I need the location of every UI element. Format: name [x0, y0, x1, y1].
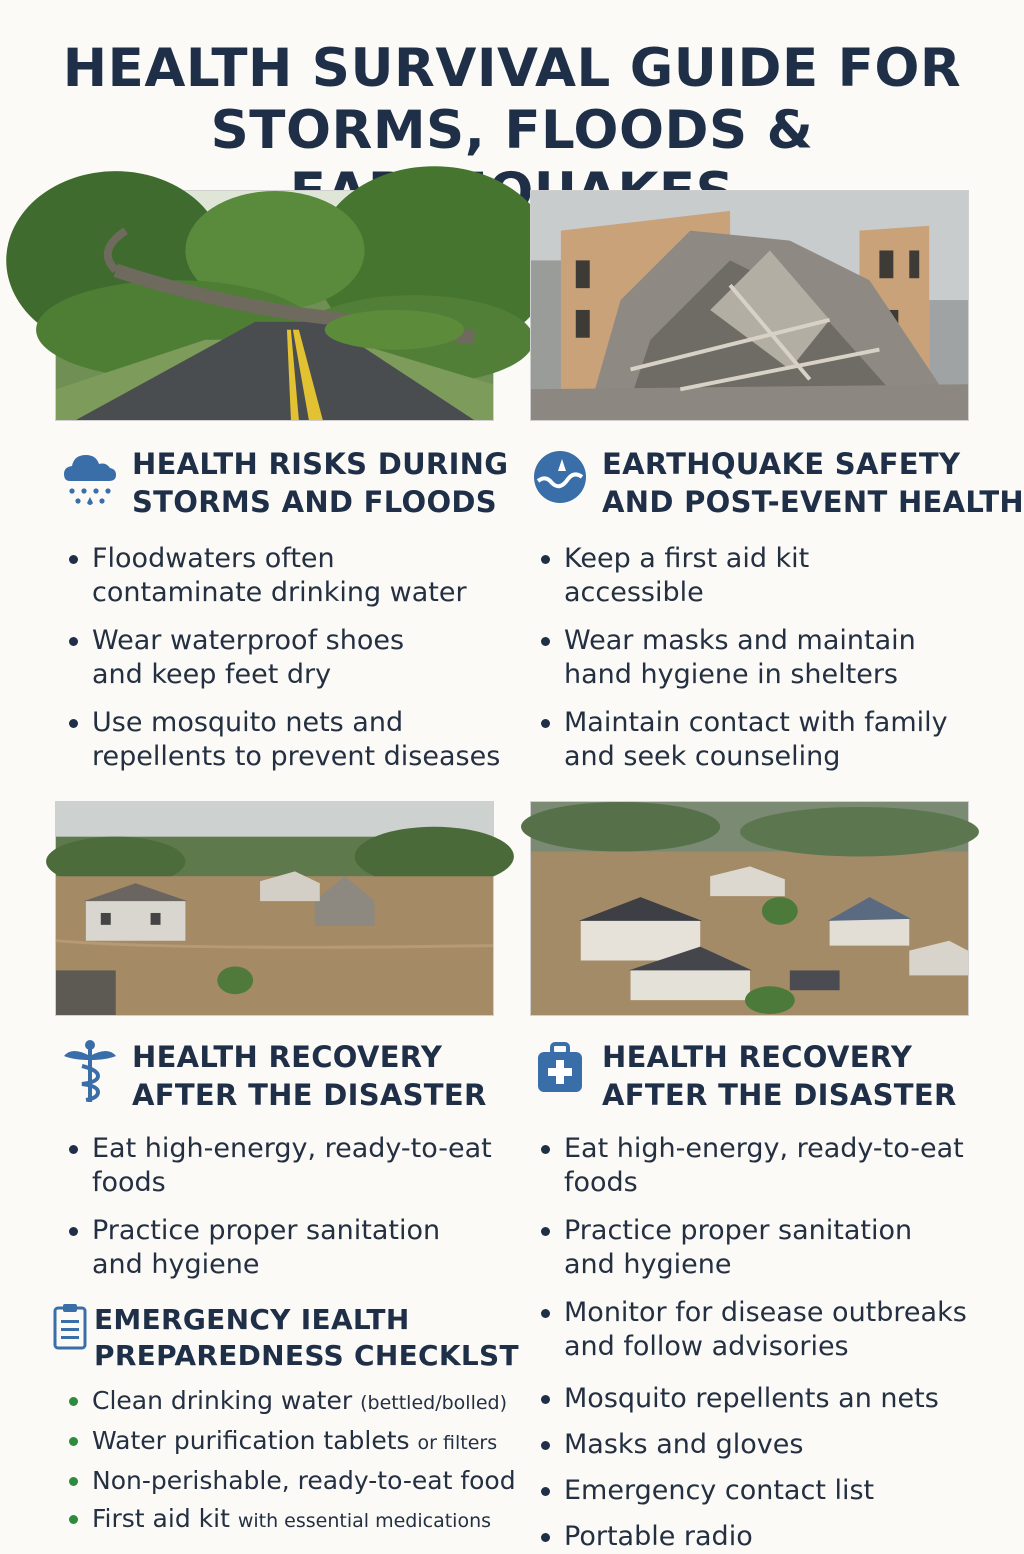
- collapsed-building-photo: [530, 190, 969, 421]
- earthquake-wave-icon: [532, 445, 588, 517]
- list-item: Eat high-energy, ready-to-eat foods: [62, 1132, 492, 1200]
- title-line-2: STORMS, FLOODS &: [210, 100, 814, 161]
- flooded-town-photo: [55, 801, 494, 1016]
- list-item: Masks and gloves: [534, 1428, 939, 1462]
- list-item: Non-perishable, ready-to-eat food: [62, 1465, 516, 1497]
- recovery-right-bullet-list: [534, 1132, 967, 1378]
- medical-kit-icon: [532, 1038, 588, 1110]
- list-item: Emergency contact list: [534, 1474, 939, 1508]
- earthquake-section-header: [532, 445, 1024, 521]
- list-item: Maintain contact with family and seek counseling: [534, 706, 948, 774]
- recovery-right-section-title: HEALTH RECOVERY AFTER THE DISASTER: [602, 1040, 957, 1112]
- list-item: First aid kit with essential medications: [62, 1503, 516, 1537]
- title-line-1: HEALTH SURVIVAL GUIDE FOR: [62, 38, 962, 99]
- earthquake-section-title: EARTHQUAKE SAFETY AND POST-EVENT HEALTH: [602, 447, 1024, 519]
- list-item: Practice proper sanitation and hygiene: [62, 1214, 492, 1282]
- checklist-section-header: [52, 1302, 519, 1374]
- list-item: Wear waterproof shoes and keep feet dry: [62, 624, 500, 692]
- list-item: Floodwaters often contaminate drinking water: [62, 542, 500, 610]
- storms-section-header: [62, 445, 508, 521]
- storms-section-title: HEALTH RISKS DURING STORMS AND FLOODS: [132, 447, 509, 519]
- checklist-section-title: EMERGENCY IEALTH PREPAREDNESS CHECKLST: [94, 1303, 519, 1372]
- clipboard-icon: [52, 1302, 88, 1374]
- list-item: Use mosquito nets and repellents to prevent diseases: [62, 706, 500, 774]
- caduceus-icon: [62, 1038, 118, 1110]
- fallen-tree-photo: [55, 190, 494, 421]
- list-item: Mosquito repellents an nets: [534, 1382, 939, 1416]
- list-item: Water purification tablets or filters: [62, 1425, 516, 1459]
- aerial-flood-photo: [530, 801, 969, 1016]
- list-item: Wear masks and maintain hand hygiene in shelters: [534, 624, 948, 692]
- recovery-left-section-header: [62, 1038, 487, 1114]
- list-item: Practice proper sanitation and hygiene: [534, 1214, 967, 1282]
- list-item: Clean drinking water (bettled/bolled): [62, 1385, 516, 1419]
- earthquake-bullet-list: [534, 542, 948, 788]
- list-item: Keep a first aid kit accessible: [534, 542, 948, 610]
- list-item: Portable radio: [534, 1520, 939, 1534]
- recovery-left-bullet-list: [62, 1132, 492, 1296]
- recovery-right-section-header: [532, 1038, 957, 1114]
- checklist-items: [62, 1385, 516, 1543]
- recovery-left-section-title: HEALTH RECOVERY AFTER THE DISASTER: [132, 1040, 487, 1112]
- list-item: Eat high-energy, ready-to-eat foods: [534, 1132, 967, 1200]
- storms-bullet-list: [62, 542, 500, 788]
- rain-cloud-icon: [62, 445, 118, 517]
- list-item: Monitor for disease outbreaks and follow advisories: [534, 1296, 967, 1364]
- recovery-right-extra-list: [534, 1382, 939, 1552]
